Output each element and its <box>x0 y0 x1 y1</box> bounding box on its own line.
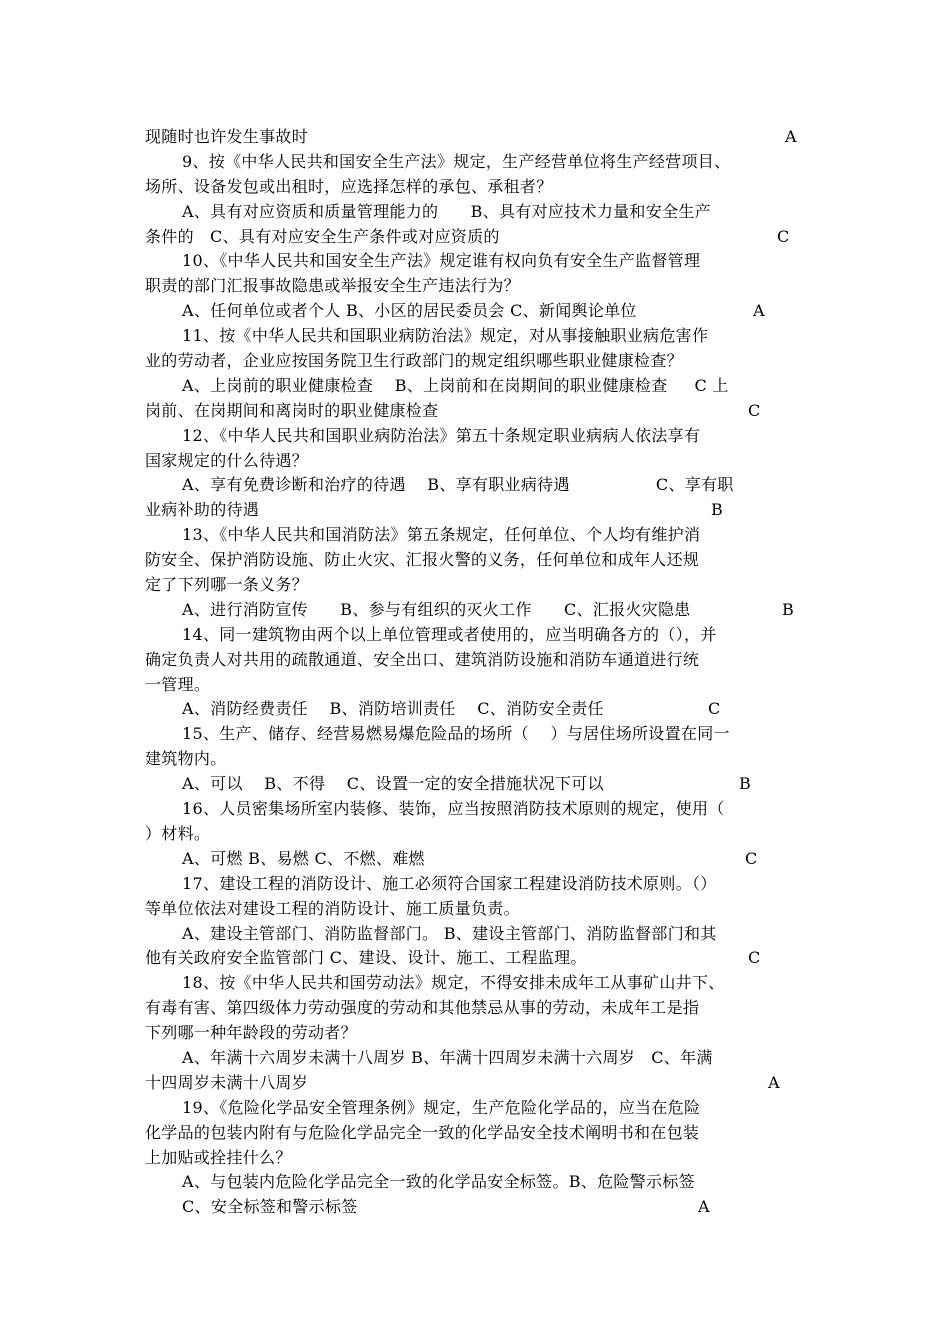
line-text: 业病补助的待遇 <box>145 500 260 520</box>
text-line <box>145 797 813 822</box>
text-line <box>145 1096 813 1121</box>
answer-key: C <box>748 948 761 968</box>
text-line <box>145 1195 813 1220</box>
line-text: 化学品的包装内附有与危险化学品完全一致的化学品安全技术阐明书和在包装 <box>145 1122 700 1142</box>
answer-key: A <box>785 127 797 146</box>
text-line <box>145 971 813 996</box>
text-line <box>145 374 813 399</box>
line-text: 12、《中华人民共和国职业病防治法》第五十条规定职业病病人依法享有 <box>182 425 701 445</box>
text-line <box>145 722 813 747</box>
text-line <box>145 822 813 847</box>
line-text: 18、按《中华人民共和国劳动法》规定，不得安排未成年工从事矿山井下、 <box>182 973 725 993</box>
line-text: 11、按《中华人民共和国职业病防治法》规定，对从事接触职业病危害作 <box>182 326 709 346</box>
text-line <box>145 200 813 225</box>
line-text: 上加贴或拴挂什么？ <box>145 1147 292 1167</box>
text-line <box>145 872 813 897</box>
line-text: 一管理。 <box>145 674 211 694</box>
line-text: C、安全标签和警示标签 <box>182 1197 358 1217</box>
text-line <box>145 648 813 673</box>
text-line <box>145 573 813 598</box>
line-text: A、建设主管部门、消防监督部门。 B、建设主管部门、消防监督部门和其 <box>182 923 717 943</box>
answer-key: C <box>745 848 758 868</box>
text-line <box>145 449 813 474</box>
text-line <box>145 1021 813 1046</box>
line-text: A、上岗前的职业健康检查 B、上岗前和在岗期间的职业健康检查 C 上 <box>182 375 729 395</box>
line-text: 10、《中华人民共和国安全生产法》规定谁有权向负有安全生产监督管理 <box>182 251 701 271</box>
text-line <box>145 473 813 498</box>
line-text: A、可以 B、不得 C、设置一定的安全措施状况下可以 <box>182 774 604 794</box>
answer-key: C <box>777 226 790 246</box>
line-text: 建筑物内。 <box>145 749 227 769</box>
answer-key: C <box>748 400 761 420</box>
line-text: 13、《中华人民共和国消防法》第五条规定，任何单位、个人均有维护消 <box>182 525 701 545</box>
text-line <box>145 847 813 872</box>
line-text: 他有关政府安全监管部门 C、建设、设计、施工、工程监理。 <box>145 948 587 968</box>
line-text: 15、生产、储存、经营易燃易爆危险品的场所（ ）与居住场所设置在同一 <box>182 724 730 744</box>
line-text: A、年满十六周岁未满十八周岁 B、年满十四周岁未满十六周岁 C、年满 <box>182 1047 713 1067</box>
text-line <box>145 324 813 349</box>
line-text: 19、《危险化学品安全管理条例》规定，生产危险化学品的，应当在危险 <box>182 1097 701 1117</box>
line-text: 下列哪一种年龄段的劳动者？ <box>145 1023 357 1043</box>
text-line <box>145 673 813 698</box>
text-line <box>145 697 813 722</box>
line-text: ）材料。 <box>145 823 211 843</box>
document-body <box>145 125 813 1220</box>
text-line <box>145 523 813 548</box>
line-text: A、具有对应资质和质量管理能力的 B、具有对应技术力量和安全生产 <box>182 201 711 221</box>
text-line <box>145 946 813 971</box>
line-text: 岗前、在岗期间和离岗时的职业健康检查 <box>145 400 439 420</box>
text-line <box>145 996 813 1021</box>
text-line <box>145 922 813 947</box>
line-text: 17、建设工程的消防设计、施工必须符合国家工程建设消防技术原则。（） <box>182 873 717 893</box>
text-line <box>145 399 813 424</box>
line-text: A、可燃 B、易燃 C、不燃、难燃 <box>182 848 425 868</box>
text-line <box>145 1121 813 1146</box>
line-text: 国家规定的什么待遇？ <box>145 450 309 470</box>
line-text: A、与包装内危险化学品完全一致的化学品安全标签。B、危险警示标签 <box>182 1172 695 1192</box>
line-text: A、进行消防宣传 B、参与有组织的灭火工作 C、汇报火灾隐患 <box>182 599 691 619</box>
answer-key: A <box>753 301 765 321</box>
line-text: 职责的部门汇报事故隐患或举报安全生产违法行为？ <box>145 276 520 296</box>
line-text: 9、按《中华人民共和国安全生产法》规定，生产经营单位将生产经营项目、 <box>182 151 731 171</box>
text-line <box>145 125 813 150</box>
answer-key: C <box>708 699 721 719</box>
text-line <box>145 274 813 299</box>
text-line <box>145 249 813 274</box>
text-line <box>145 349 813 374</box>
line-text: 条件的 C、具有对应安全生产条件或对应资质的 <box>145 226 500 246</box>
answer-key: B <box>739 774 752 794</box>
line-text: 有毒有害、第四级体力劳动强度的劳动和其他禁忌从事的劳动，未成年工是指 <box>145 998 700 1018</box>
answer-key: A <box>698 1197 710 1217</box>
text-line <box>145 1071 813 1096</box>
line-text: A、消防经费责任 B、消防培训责任 C、消防安全责任 <box>182 699 604 719</box>
text-line <box>145 175 813 200</box>
text-line <box>145 598 813 623</box>
text-line <box>145 747 813 772</box>
text-line <box>145 548 813 573</box>
line-text: 14、同一建筑物由两个以上单位管理或者使用的，应当明确各方的（），并 <box>182 624 717 644</box>
text-line <box>145 1046 813 1071</box>
text-line <box>145 498 813 523</box>
line-text: 16、人员密集场所室内装修、装饰，应当按照消防技术原则的规定，使用（ <box>182 799 725 819</box>
line-text: A、享有免费诊断和治疗的待遇 B、享有职业病待遇 C、享有职 <box>182 475 734 495</box>
answer-key: B <box>782 599 795 619</box>
line-text: 确定负责人对共用的疏散通道、安全出口、建筑消防设施和消防车通道进行统 <box>145 649 700 669</box>
text-line <box>145 772 813 797</box>
line-text: 现随时也许发生事故时 <box>145 127 309 146</box>
text-line <box>145 897 813 922</box>
text-line <box>145 150 813 175</box>
text-line <box>145 1170 813 1195</box>
line-text: 防安全、保护消防设施、防止火灾、汇报火警的义务，任何单位和成年人还规 <box>145 550 700 570</box>
line-text: 场所、设备发包或出租时，应选择怎样的承包、承租者？ <box>145 176 553 196</box>
answer-key: B <box>711 500 724 520</box>
line-text: 十四周岁未满十八周岁 <box>145 1072 309 1092</box>
line-text: 定了下列哪一条义务？ <box>145 575 309 595</box>
answer-key: A <box>768 1072 780 1092</box>
text-line <box>145 225 813 250</box>
text-line <box>145 1146 813 1171</box>
text-line <box>145 424 813 449</box>
text-line <box>145 299 813 324</box>
line-text: 业的劳动者，企业应按国务院卫生行政部门的规定组织哪些职业健康检查？ <box>145 351 683 371</box>
line-text: 等单位依法对建设工程的消防设计、施工质量负责。 <box>145 898 520 918</box>
line-text: A、任何单位或者个人 B、小区的居民委员会 C、新闻舆论单位 <box>182 301 637 321</box>
text-line <box>145 623 813 648</box>
